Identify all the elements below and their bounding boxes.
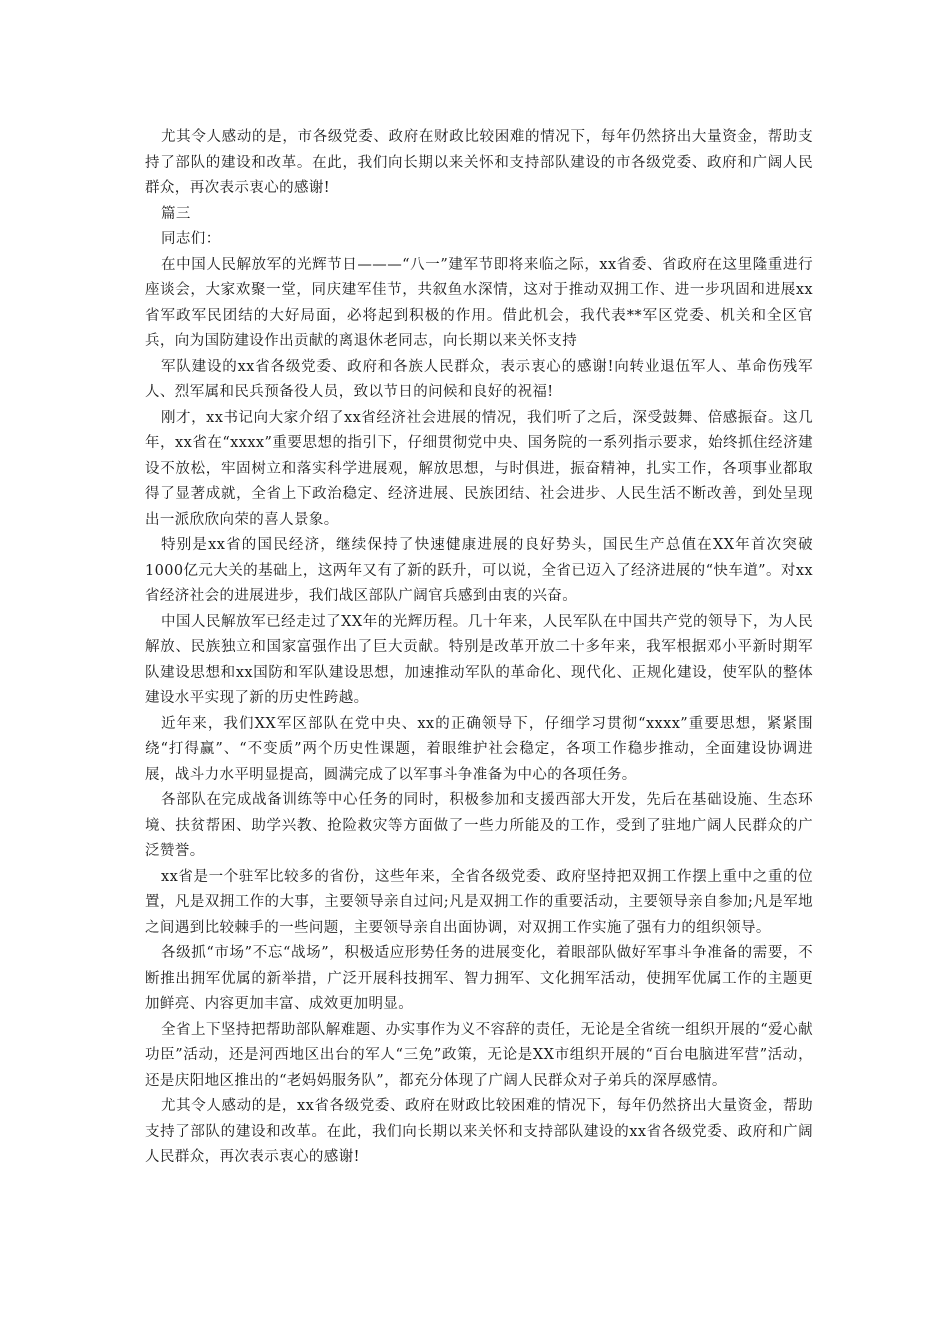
section-heading-part-three: 篇三	[161, 205, 191, 222]
document-body	[145, 125, 813, 1171]
paragraph-thanks: 军队建设的xx省各级党委、政府和各族人民群众，表示衷心的感谢!向转业退伍军人、革命伤残军人、烈军属和民兵预备役人员，致以节日的问候和良好的祝福!	[145, 358, 813, 400]
paragraph-market-battlefield: 各级抓“市场”不忘“战场”，积极适应形势任务的进展变化，着眼部队做好军事斗争准备的需要，不断推出拥军优属的新举措，广泛开展科技拥军、智力拥军、文化拥军活动，使拥军优属工作的主题更加鲜亮、内容更加丰富、成效更加明显。	[145, 945, 813, 1012]
salutation: 同志们：	[161, 231, 221, 247]
paragraph-dual-support: xx省是一个驻军比较多的省份，这些年来，全省各级党委、政府坚持把双拥工作摆上重中之重的位置，凡是双拥工作的大事，主要领导亲自过问;凡是双拥工作的重要活动，主要领导亲自参加;凡是军地之间遇到比较棘手的一些问题，主要领导亲自出面协调，对双拥工作实施了强有力的组织领导。	[145, 868, 813, 936]
paragraph-western-development: 各部队在完成战备训练等中心任务的同时，积极参加和支援西部大开发，先后在基础设施、生态环境、扶贫帮困、助学兴教、抢险救灾等方面做了一些力所能及的工作，受到了驻地广阔人民群众的广泛赞誉。	[145, 792, 813, 859]
paragraph-economic-intro: 刚才，xx书记向大家介绍了xx省经济社会进展的情况，我们听了之后，深受鼓舞、倍感振奋。这几年，xx省在“xxxx”重要思想的指引下，仔细贯彻党中央、国务院的一系列指示要求，始终抓住经济建设不放松，牢固树立和落实科学进展观，解放思想，与时俱进，振奋精神，扎实工作，各项事业都取得了显著成就，全省上下政治稳定、经济进展、民族团结、社会进步、人民生活不断改善，到处呈现出一派欣欣向荣的喜人景象。	[145, 409, 813, 528]
paragraph-closing-thanks-city: 尤其令人感动的是，市各级党委、政府在财政比较困难的情况下，每年仍然挤出大量资金，帮助支持了部队的建设和改革。在此，我们向长期以来关怀和支持部队建设的市各级党委、政府和广阔人民群众，再次表示衷心的感谢!	[145, 129, 813, 196]
paragraph-solving-problems: 全省上下坚持把帮助部队解难题、办实事作为义不容辞的责任，无论是全省统一组织开展的“爱心献功臣”活动，还是河西地区出台的军人“三免”政策，无论是XX市组织开展的“百台电脑进军营”活动，还是庆阳地区推出的“老妈妈服务队”，都充分体现了广阔人民群众对子弟兵的深厚感情。	[145, 1021, 813, 1089]
paragraph-closing-thanks-province: 尤其令人感动的是，xx省各级党委、政府在财政比较困难的情况下，每年仍然挤出大量资金，帮助支持了部队的建设和改革。在此，我们向长期以来关怀和支持部队建设的xx省各级党委、政府和广阔人民群众，再次表示衷心的感谢!	[145, 1098, 813, 1165]
paragraph-pla-history: 中国人民解放军已经走过了XX年的光辉历程。几十年来，人民军队在中国共产党的领导下，为人民解放、民族独立和国家富强作出了巨大贡献。特别是改革开放二十多年来，我军根据邓小平新时期军队建设思想和xx国防和军队建设思想，加速推动军队的革命化、现代化、正规化建设，使军队的整体建设水平实现了新的历史性跨越。	[145, 613, 813, 706]
paragraph-recent-years: 近年来，我们XX军区部队在党中央、xx的正确领导下，仔细学习贯彻“xxxx”重要思想，紧紧围绕“打得赢”、“不变质”两个历史性课题，着眼维护社会稳定，各项工作稳步推动，全面建设协调进展，战斗力水平明显提高，圆满完成了以军事斗争准备为中心的各项任务。	[145, 715, 813, 783]
paragraph-opening: 在中国人民解放军的光辉节日———“八一”建军节即将来临之际，xx省委、省政府在这里隆重进行座谈会，大家欢聚一堂，同庆建军佳节，共叙鱼水深情，这对于推动双拥工作、进一步巩固和进展xx省军政军民团结的大好局面，必将起到积极的作用。借此机会，我代表**军区党委、机关和全区官兵，向为国防建设作出贡献的离退休老同志，向长期以来关怀支持	[145, 256, 813, 349]
paragraph-national-economy: 特别是xx省的国民经济，继续保持了快速健康进展的良好势头，国民生产总值在XX年首次突破1000亿元大关的基础上，这两年又有了新的跃升，可以说，全省已迈入了经济进展的“快车道”。对xx省经济社会的进展进步，我们战区部队广阔官兵感到由衷的兴奋。	[145, 537, 813, 604]
